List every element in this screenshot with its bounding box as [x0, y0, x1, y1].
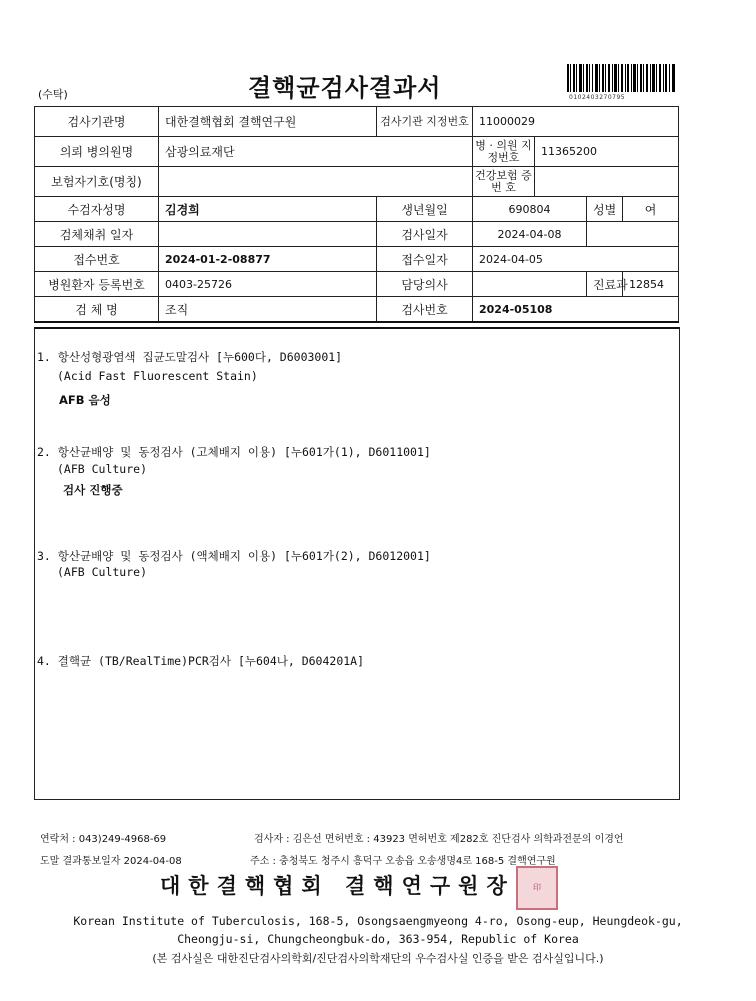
result-1-value: AFB 음성	[59, 393, 111, 407]
req-no-label: 병 · 의원 지정번호	[473, 137, 535, 167]
english-address-line2: Cheongju-si, Chungcheongbuk-do, 363-954, Republic of Korea	[177, 932, 579, 946]
dob-label: 생년월일	[377, 197, 473, 222]
test-no-label: 검사번호	[377, 297, 473, 323]
test-date-value: 2024-04-08	[473, 222, 587, 247]
specimen-label: 검 체 명	[35, 297, 159, 323]
dob-value: 690804	[473, 197, 587, 222]
doctor-value	[473, 272, 587, 297]
results-panel	[34, 327, 680, 800]
inst-no-label: 검사기관 지정번호	[377, 107, 473, 137]
contact-info: 연락처 : 043)249-4968-69	[40, 834, 167, 845]
document-title: 결핵균검사결과서	[248, 74, 442, 102]
patient-label: 수검자성명	[35, 197, 159, 222]
dept-label: 진료과	[587, 272, 623, 297]
result-2-title: 2. 항산균배양 및 동정검사 (고체배지 이용) [누601가(1), D6011001]	[37, 445, 431, 459]
ins-value	[159, 167, 473, 197]
ins-label: 보험자기호(명칭)	[35, 167, 159, 197]
result-2-value: 검사 진행중	[63, 483, 123, 497]
sex-value: 여	[623, 197, 679, 222]
report-date: 도말 결과통보일자 2024-04-08	[40, 856, 182, 867]
reg-value: 0403-25726	[159, 272, 377, 297]
patient-value: 김경희	[159, 197, 377, 222]
req-value: 삼광의료재단	[159, 137, 473, 167]
barcode-icon	[567, 64, 675, 92]
patient-info-table	[34, 106, 679, 323]
receipt-tag: (수탁)	[38, 88, 68, 101]
receipt-no-label: 접수번호	[35, 247, 159, 272]
receipt-date-value: 2024-04-05	[473, 247, 679, 272]
inst-label: 검사기관명	[35, 107, 159, 137]
receipt-date-label: 접수일자	[377, 247, 473, 272]
dept-value: 12854	[623, 272, 679, 297]
inst-value: 대한결핵협회 결핵연구원	[159, 107, 377, 137]
result-4-title: 4. 결핵균 (TB/RealTime)PCR검사 [누604나, D604201A]	[37, 654, 365, 668]
collect-value	[159, 222, 377, 247]
result-3-title: 3. 항산균배양 및 동정검사 (액체배지 이용) [누601가(2), D6012001]	[37, 549, 431, 563]
barcode-number: 0102403270795	[569, 94, 626, 101]
doctor-label: 담당의사	[377, 272, 473, 297]
result-1-title: 1. 항산성형광염색 집균도말검사 [누600다, D6003001]	[37, 350, 343, 364]
sex-label: 성별	[587, 197, 623, 222]
result-3-subtitle: (AFB Culture)	[57, 565, 148, 579]
health-value	[535, 167, 679, 197]
organization-name: 대한결핵협회 결핵연구원장	[160, 873, 515, 898]
health-label: 건강보험 증 번 호	[473, 167, 535, 197]
result-1-subtitle: (Acid Fast Fluorescent Stain)	[57, 369, 258, 383]
test-no-value: 2024-05108	[473, 297, 679, 323]
official-seal-icon: 印	[516, 866, 558, 910]
req-no-value: 11365200	[535, 137, 679, 167]
result-2-subtitle: (AFB Culture)	[57, 462, 148, 476]
receipt-no-value: 2024-01-2-08877	[159, 247, 377, 272]
collect-label: 검체채취 일자	[35, 222, 159, 247]
reg-label: 병원환자 등록번호	[35, 272, 159, 297]
certification-note: (본 검사실은 대한진단검사의학회/진단검사의학재단의 우수검사실 인증을 받은 검사실입니다.)	[152, 952, 604, 965]
test-date-label: 검사일자	[377, 222, 473, 247]
examiner-info: 검사자 : 김은선 면허번호 : 43923 면허번호 제282호 진단검사 의학과전문의 이경언	[254, 834, 624, 845]
specimen-value: 조직	[159, 297, 377, 323]
req-label: 의뢰 병의원명	[35, 137, 159, 167]
inst-no-value: 11000029	[473, 107, 679, 137]
address: 주소 : 충청북도 청주시 흥덕구 오송읍 오송생명4로 168-5 결핵연구원	[250, 856, 556, 867]
test-date-empty	[587, 222, 679, 247]
english-address-line1: Korean Institute of Tuberculosis, 168-5, Osongsaengmyeong 4-ro, Osong-eup, Heungdeok-gu,	[73, 914, 683, 928]
